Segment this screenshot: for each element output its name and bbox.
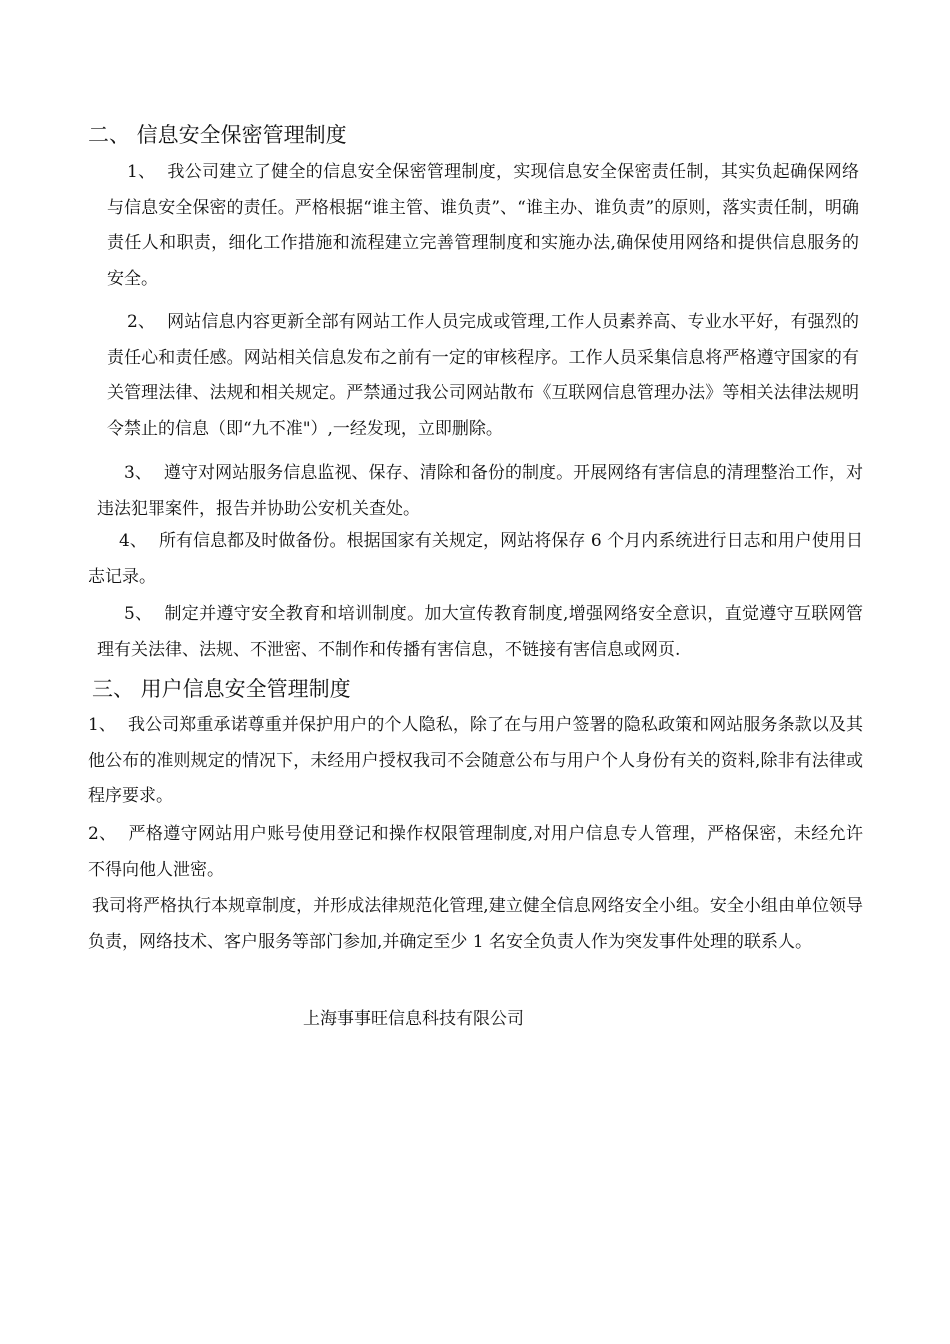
item-number: 1、 — [127, 162, 156, 182]
item-number: 5、 — [124, 604, 153, 624]
item-number: 3、 — [124, 463, 152, 483]
item-number: 4、 — [119, 531, 147, 551]
item-text: 遵守对网站服务信息监视、保存、清除和备份的制度。开展网络有害信息的清理整治工作，对违法犯罪案件，报告并协助公安机关查处。 — [97, 463, 863, 519]
item-text: 我公司郑重承诺尊重并保护用户的个人隐私，除了在与用户签署的隐私政策和网站服务条款以及其他公布的准则规定的情况下，未经用户授权我司不会随意公布与用户个人身份有关的资料,除非有法律或程序要求。 — [88, 715, 863, 806]
item-text: 我公司建立了健全的信息安全保密管理制度，实现信息安全保密责任制，其实负起确保网络与信息安全保密的责任。严格根据“谁主管、谁负责”、“谁主办、谁负责”的原则，落实责任制，明确责任人和职责，细化工作措施和流程建立完善管理制度和实施办法,确保使用网络和提供信息服务的安全。 — [107, 162, 859, 289]
section-3-item-2 — [88, 817, 863, 888]
item-number: 2、 — [127, 312, 156, 332]
item-text: 严格遵守网站用户账号使用登记和操作权限管理制度,对用户信息专人管理，严格保密，未经允许不得向他人泄密。 — [88, 824, 863, 880]
item-text: 所有信息都及时做备份。根据国家有关规定，网站将保存 6 个月内系统进行日志和用户使用日志记录。 — [88, 531, 863, 587]
section-2-item-3 — [97, 456, 863, 527]
closing-paragraph: 我司将严格执行本规章制度，并形成法律规范化管理,建立健全信息网络安全小组。安全小组由单位领导负责，网络技术、客户服务等部门参加,并确定至少 1 名安全负责人作为突发事件处理的联系人。 — [88, 896, 863, 952]
company-signature: 上海事事旺信息科技有限公司 — [303, 1009, 524, 1029]
item-number: 1、 — [88, 715, 117, 735]
section-2-item-2 — [107, 305, 859, 447]
section-2-item-4 — [88, 524, 863, 595]
item-number: 2、 — [88, 824, 117, 844]
section-2-item-5 — [97, 597, 863, 668]
section-3-item-1 — [88, 708, 863, 815]
section-3-heading: 三、 用户信息安全管理制度 — [92, 677, 351, 701]
section-2-item-1 — [107, 155, 859, 297]
section-2-heading: 二、 信息安全保密管理制度 — [88, 123, 347, 147]
item-text: 制定并遵守安全教育和培训制度。加大宣传教育制度,增强网络安全意识，直觉遵守互联网管理有关法律、法规、不泄密、不制作和传播有害信息，不链接有害信息或网页. — [97, 604, 863, 660]
item-text: 网站信息内容更新全部有网站工作人员完成或管理,工作人员素养高、专业水平好，有强烈的责任心和责任感。网站相关信息发布之前有一定的审核程序。工作人员采集信息将严格遵守国家的有关管理法律、法规和相关规定。严禁通过我公司网站散布《互联网信息管理办法》等相关法律法规明令禁止的信息（即“九不准"）,一经发现，立即删除。 — [107, 312, 859, 439]
